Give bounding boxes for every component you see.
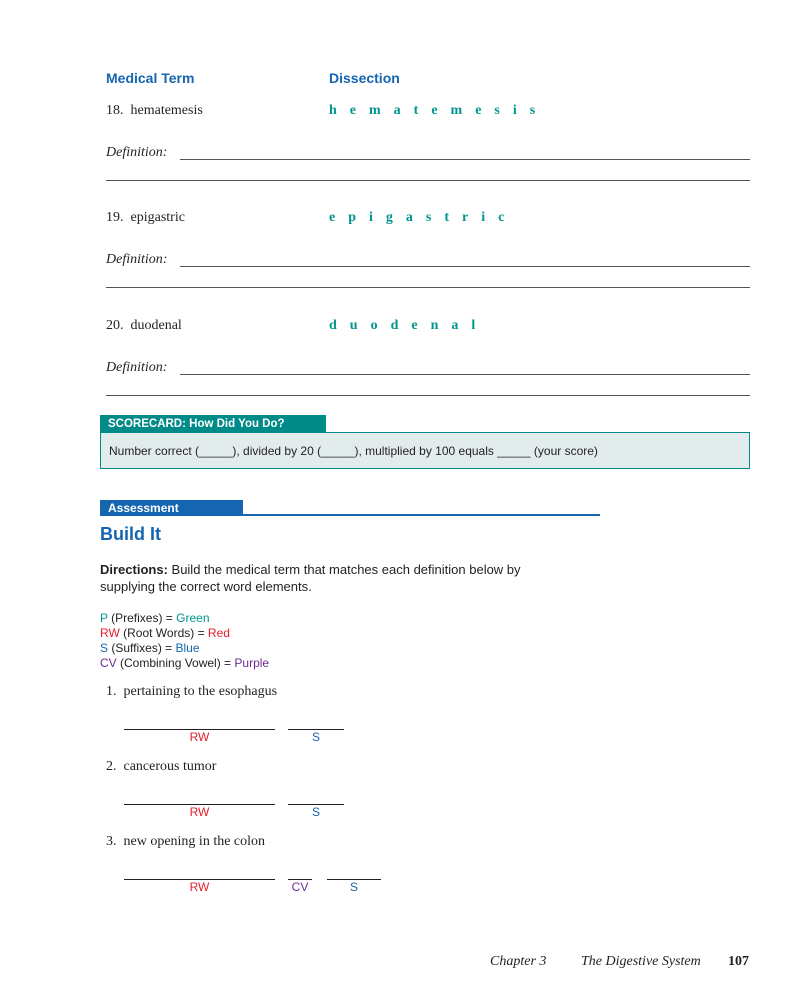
q1-s-label: S	[311, 730, 320, 744]
dissection-20: duodenal	[329, 318, 489, 333]
term-20: 20. duodenal	[106, 318, 182, 333]
q3-s-label: S	[349, 880, 358, 894]
scorecard-title: SCORECARD: How Did You Do?	[100, 415, 326, 433]
question-3: 3. new opening in the colon	[106, 834, 266, 849]
legend-suffix: S (Suffixes) = Blue	[100, 641, 200, 655]
question-1: 1. pertaining to the esophagus	[106, 684, 278, 699]
q2-s-label: S	[311, 805, 320, 819]
question-2: 2. cancerous tumor	[106, 759, 217, 774]
header-dissection: Dissection	[329, 70, 400, 86]
definition-input-20b[interactable]	[106, 395, 750, 396]
legend	[100, 611, 269, 671]
definition-input-18b[interactable]	[106, 180, 750, 181]
footer-chapter: Chapter 3	[490, 954, 547, 969]
definition-input-19b[interactable]	[106, 287, 750, 288]
directions: Directions: Build the medical term that matches each definition below by supplying the correct word elements.	[100, 562, 521, 594]
definition-input-19[interactable]	[180, 266, 750, 267]
q1-rw-label: RW	[189, 730, 210, 744]
definition-label-18: Definition:	[106, 145, 168, 160]
q3-rw-label: RW	[189, 880, 210, 894]
page-number: 107	[728, 954, 749, 969]
header-medical-term: Medical Term	[106, 70, 195, 86]
section-title: Build It	[100, 524, 161, 544]
dissection-19: epigastric	[329, 210, 518, 225]
assessment-tab: Assessment	[100, 500, 243, 516]
dissection-18: hematemesis	[329, 103, 549, 118]
definition-input-20[interactable]	[180, 374, 750, 375]
assessment-rule	[243, 514, 600, 516]
definition-label-20: Definition:	[106, 360, 168, 375]
term-19: 19. epigastric	[106, 210, 185, 225]
definition-label-19: Definition:	[106, 252, 168, 267]
scorecard-text: Number correct (_____), divided by 20 (_____), multiplied by 100 equals _____ (your score)	[100, 432, 750, 469]
legend-prefix: P (Prefixes) = Green	[100, 611, 210, 625]
q2-rw-label: RW	[189, 805, 210, 819]
legend-cv: CV (Combining Vowel) = Purple	[100, 656, 270, 670]
footer-title: The Digestive System	[581, 954, 701, 969]
term-18: 18. hematemesis	[106, 103, 203, 118]
legend-root: RW (Root Words) = Red	[100, 626, 230, 640]
q3-cv-label: CV	[291, 880, 309, 894]
definition-input-18[interactable]	[180, 159, 750, 160]
